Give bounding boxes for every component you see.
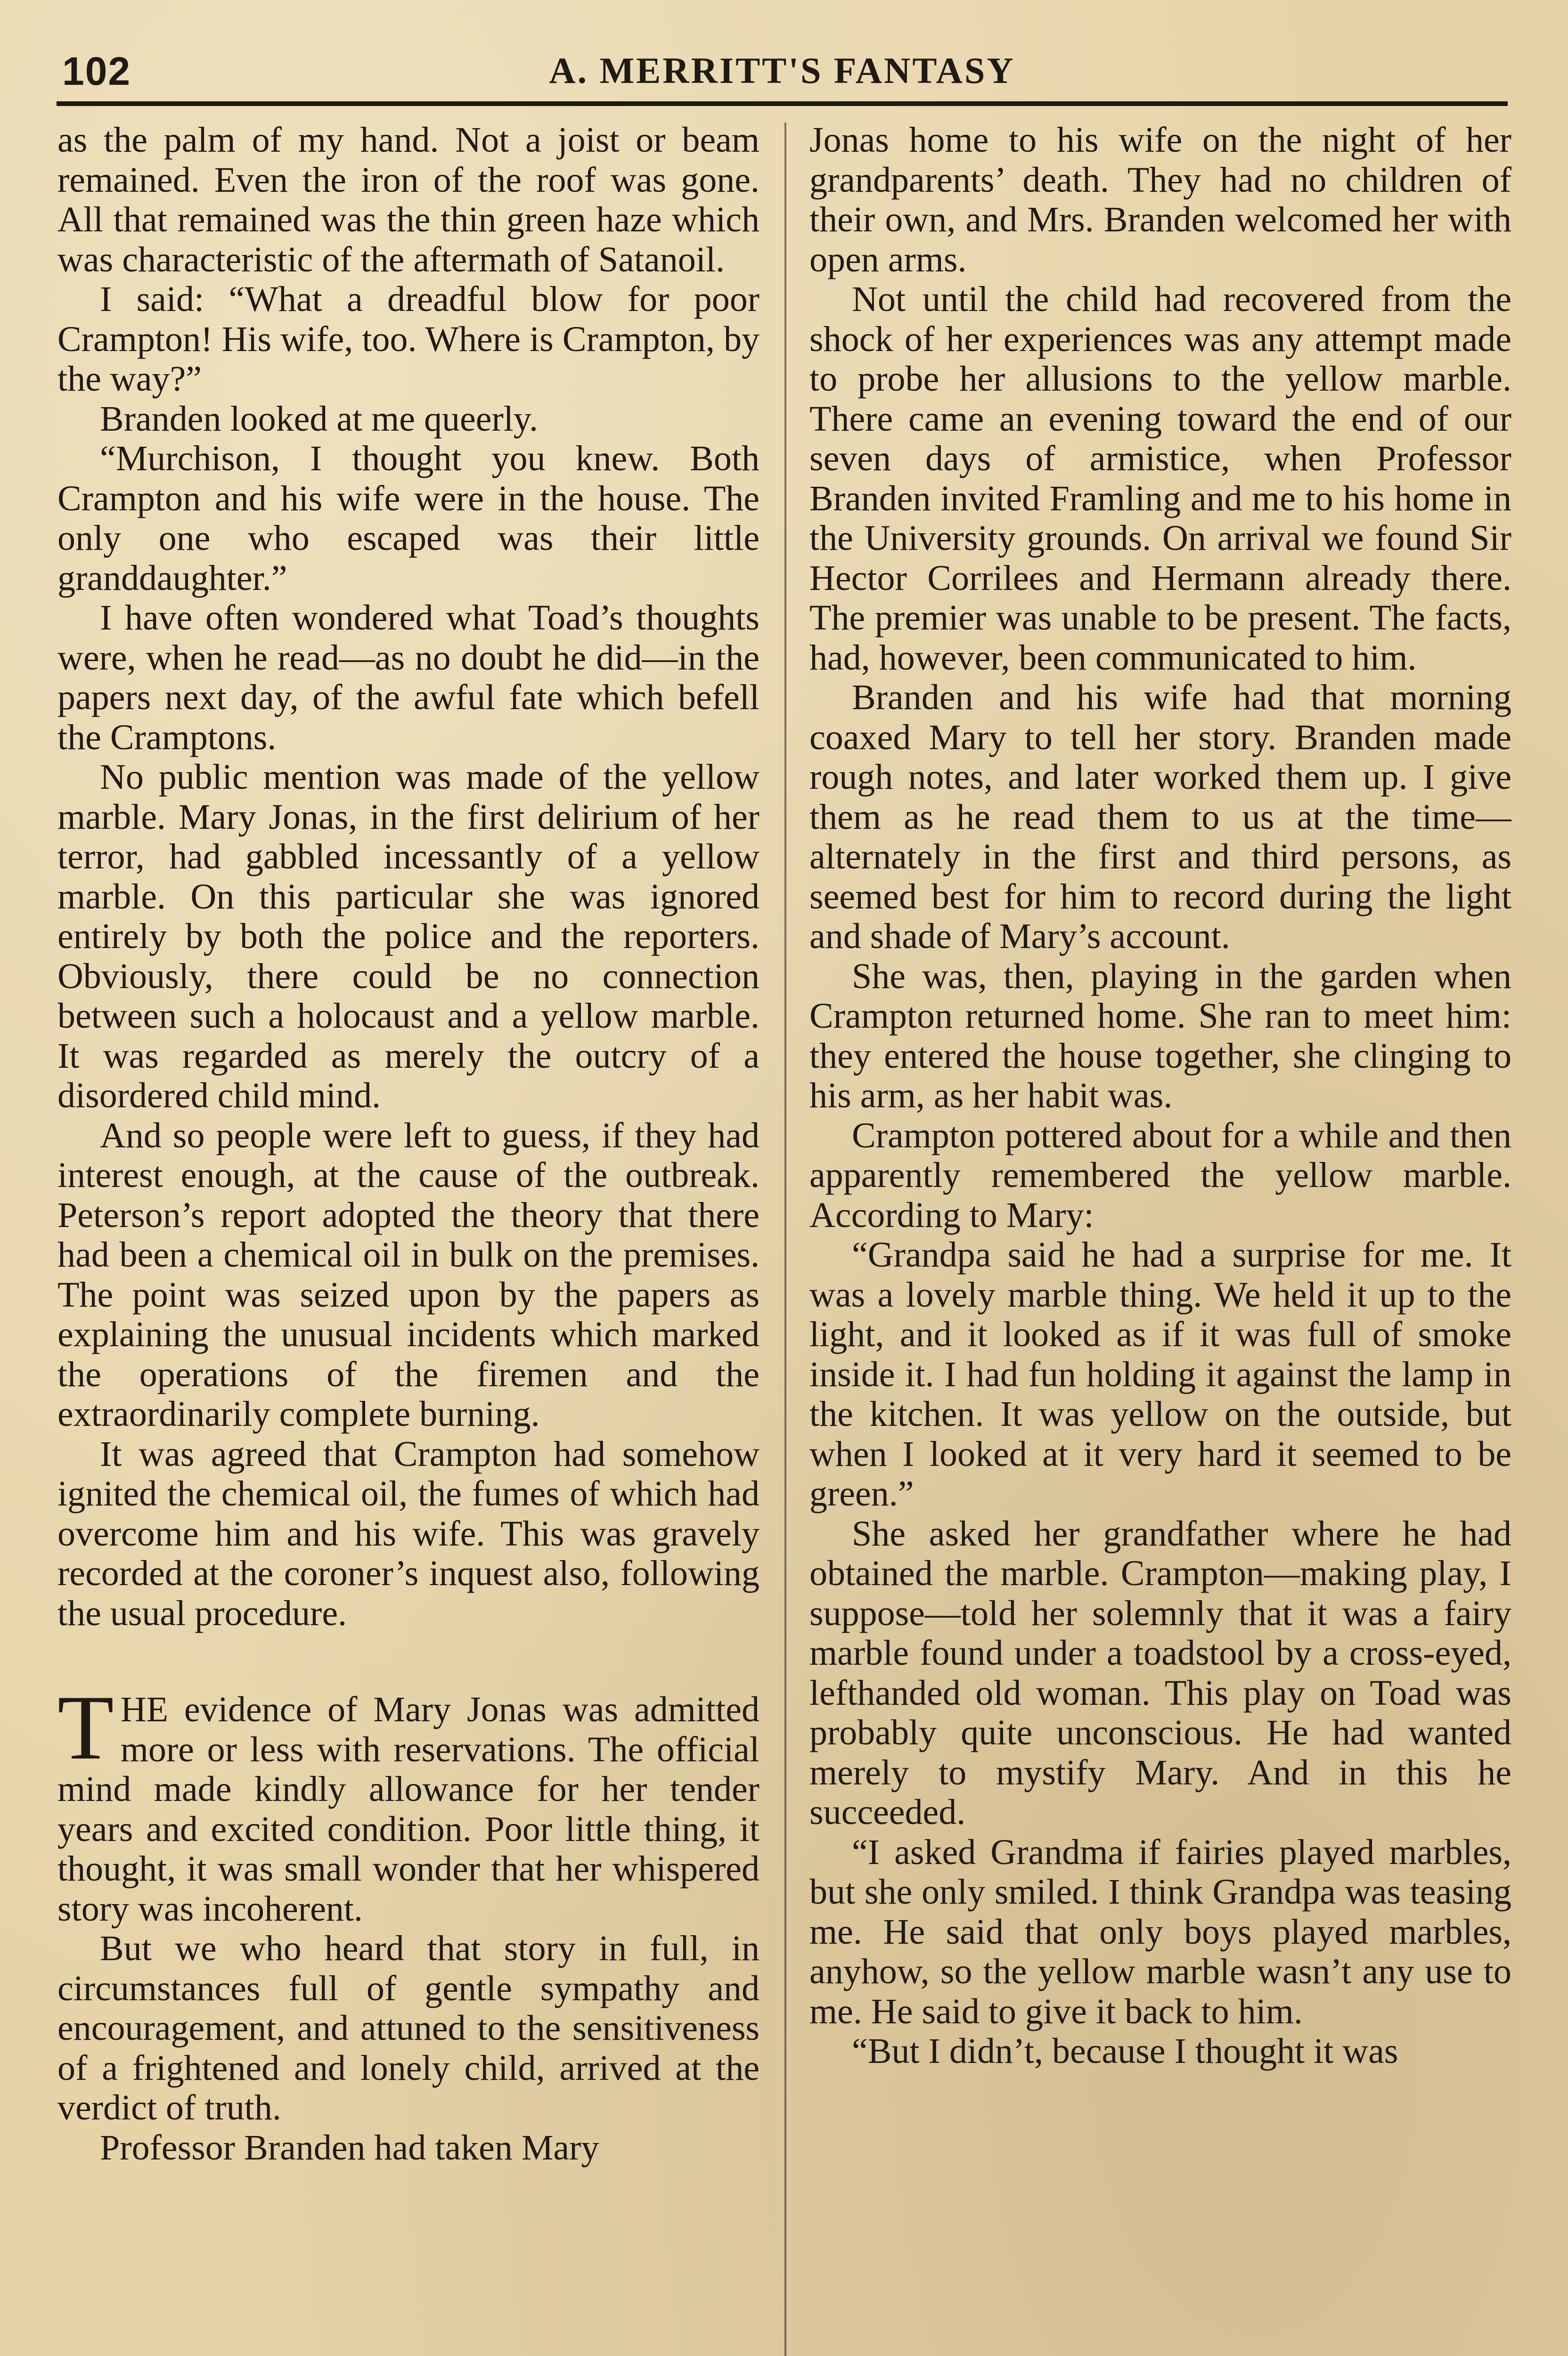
page-number: 102 [62,49,131,93]
paragraph: I have often wondered what Toad’s thoughts were, when he read—as no doubt he did—in the papers next day, of the awful fate which befell the Cramptons. [57,598,760,757]
paragraph: She asked her grandfather where he had obtained the marble. Crampton—making play, I suppose—told her solemnly that it was a fairy marble found under a toadstool by a cross-eyed, lefthanded old woman. This play on Toad was probably quite unconscious. He had wanted merely to mystify Mary. And in this he succeeded. [809,1513,1511,1832]
paragraph: Professor Branden had taken Mary [100,2127,599,2168]
running-title: A. MERRITT'S FANTASY [549,50,1015,91]
paragraph: “I asked Grandma if fairies played marbles, but she only smiled. I think Grandpa was teasing me. He said that only boys played marbles, anyhow, so the yellow marble wasn’t any use to me. He said to give it back to him. [809,1832,1511,2031]
column-divider [784,123,786,2356]
section-paragraph [57,1677,760,1929]
paragraph: Branden looked at me queerly. [100,399,538,439]
paragraph: But we who heard that story in full, in circumstances full of gentle sympathy and encouragement, and attuned to the sensitiveness of a frightened and lonely child, arrived at the verdict of truth. [57,1929,760,2127]
paragraph: “Murchison, I thought you knew. Both Crampton and his wife were in the house. The only one who escaped was their little granddaughter.” [57,439,760,598]
paragraph: No public mention was made of the yellow marble. Mary Jonas, in the first delirium of her terror, had gabbled incessantly of a yellow marble. On this particular she was ignored entirely by both the police and the reporters. Obviously, there could be no connection between such a holocaust and a yellow marble. It was regarded as merely the outcry of a disordered child mind. [57,757,760,1115]
drop-cap: T [57,1677,114,1779]
paragraph: And so people were left to guess, if they had interest enough, at the cause of the outbreak. Peterson’s report adopted the theory that there had been a chemical oil in bulk on the premises. The point was seized upon by the papers as explaining the unusual incidents which marked the operations of the firemen and the extraordinarily complete burning. [57,1115,760,1434]
paragraph: “Grandpa said he had a surprise for me. It was a lovely marble thing. We held it up to the light, and it looked as if it was full of smoke inside it. I had fun holding it against the lamp in the kitchen. It was yellow on the outside, but when I looked at it very hard it seemed to be green.” [809,1235,1511,1513]
header-rule [57,101,1508,106]
paragraph: “But I didn’t, because I thought it was [852,2031,1398,2071]
paragraph: Not until the child had recovered from the shock of her experiences was any attempt made to probe her allusions to the yellow marble. There came an evening toward the end of our seven days of armistice, when Professor Branden invited Framling and me to his home in the University grounds. On arrival we found Sir Hector Corrilees and Hermann already there. The premier was unable to be present. The facts, had, however, been communicated to him. [809,279,1511,678]
paragraph: I said: “What a dreadful blow for poor Crampton! His wife, too. Where is Crampton, by the way?” [57,279,760,399]
page-header [57,45,1508,101]
paragraph: Jonas home to his wife on the night of her grandparents’ death. They had no children of their own, and Mrs. Branden welcomed her with open arms. [809,120,1511,279]
left-column [57,120,760,2356]
paragraph-text: HE evidence of Mary Jonas was admitted more or less with reservations. The official mind made kindly allowance for her tender years and excited condition. Poor little thing, it thought, it was small wonder that her whispered story was incoherent. [57,1690,760,1929]
paragraph: as the palm of my hand. Not a joist or beam remained. Even the iron of the roof was gone. All that remained was the thin green haze which was characteristic of the aftermath of Satanoil. [57,120,760,279]
right-column [809,120,1511,2356]
paragraph: Crampton pottered about for a while and then apparently remembered the yellow marble. According to Mary: [809,1115,1511,1235]
paragraph: Branden and his wife had that morning coaxed Mary to tell her story. Branden made rough notes, and later worked them up. I give them as he read them to us at the time—alternately in the first and third persons, as seemed best for him to record during the light and shade of Mary’s account. [809,678,1511,956]
paragraph: It was agreed that Crampton had somehow ignited the chemical oil, the fumes of which had overcome him and his wife. This was gravely recorded at the coroner’s inquest also, following the usual procedure. [57,1434,760,1633]
paragraph: She was, then, playing in the garden when Crampton returned home. She ran to meet him: they entered the house together, she clinging to his arm, as her habit was. [809,956,1511,1115]
